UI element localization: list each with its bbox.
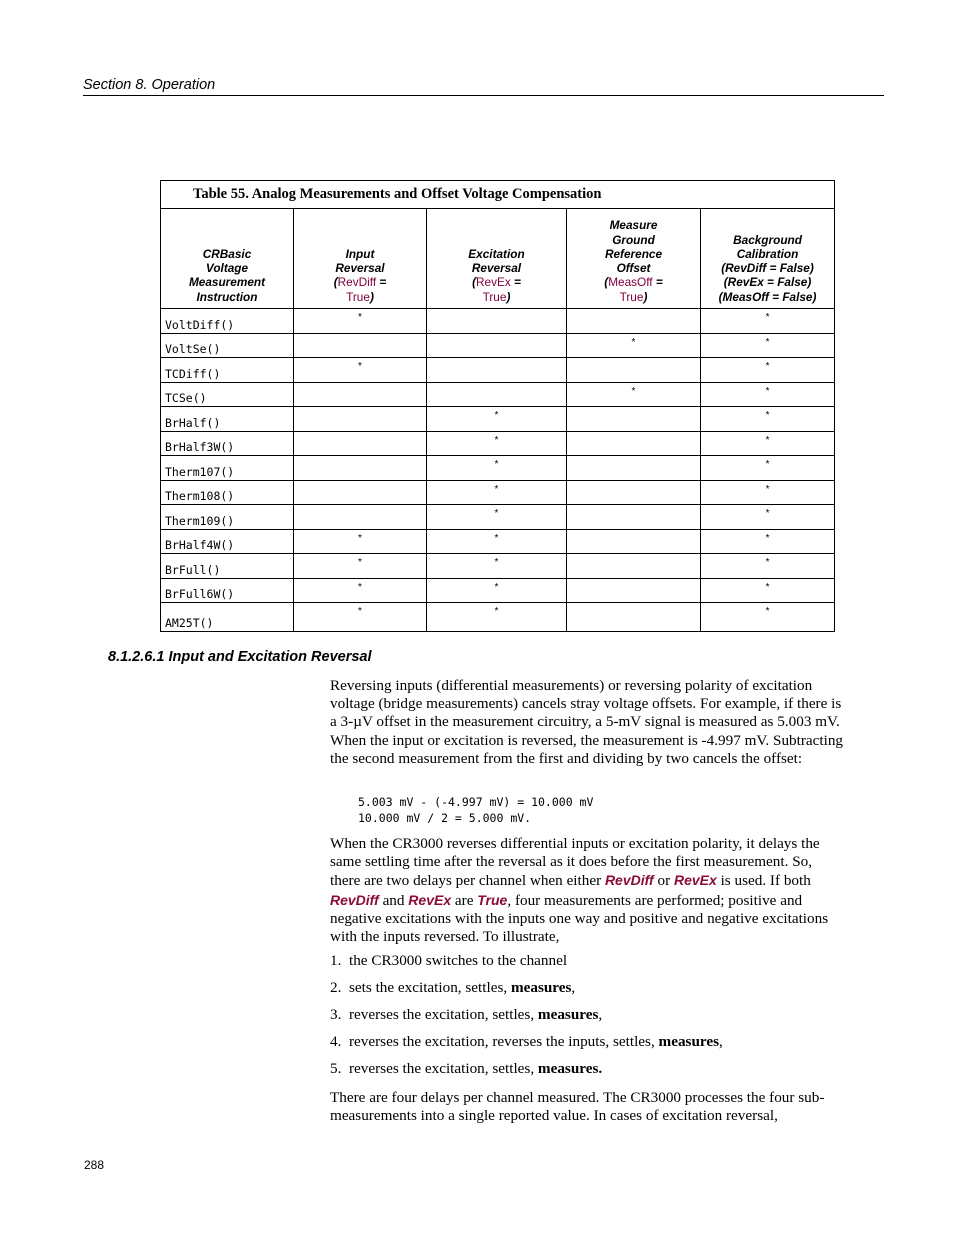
- background-calibration-cell: *: [701, 603, 835, 632]
- excitation-reversal-cell: [427, 333, 567, 358]
- table-row: [161, 529, 835, 554]
- input-reversal-cell: [294, 456, 427, 481]
- background-calibration-cell: *: [701, 480, 835, 505]
- table-row: [161, 480, 835, 505]
- paragraph-summary: There are four delays per channel measured. The CR3000 processes the four sub-measurements into a single reported value. In cases of excitation reversal,: [330, 1089, 825, 1125]
- table-row: [161, 407, 835, 432]
- col-header-excitation-reversal: Excitation Reversal (RevEx = True): [427, 209, 567, 309]
- input-reversal-cell: [294, 480, 427, 505]
- keyword-true: True: [477, 891, 508, 908]
- ground-offset-cell: [567, 456, 701, 481]
- instruction-cell: VoltDiff(): [161, 309, 294, 334]
- input-reversal-cell: [294, 505, 427, 530]
- excitation-reversal-cell: *: [427, 529, 567, 554]
- col-header-instruction: CRBasic Voltage Measurement Instruction: [161, 209, 294, 309]
- instruction-cell: TCSe(): [161, 382, 294, 407]
- excitation-reversal-cell: *: [427, 480, 567, 505]
- list-item: 1. the CR3000 switches to the channel: [330, 952, 568, 969]
- background-calibration-cell: *: [701, 407, 835, 432]
- keyword-revdiff: RevDiff: [604, 872, 654, 889]
- ground-offset-cell: [567, 554, 701, 579]
- ground-offset-cell: [567, 603, 701, 632]
- keyword-revex: RevEx: [408, 891, 452, 908]
- col-header-input-reversal: Input Reversal (RevDiff = True): [294, 209, 427, 309]
- excitation-reversal-cell: *: [427, 554, 567, 579]
- excitation-reversal-cell: [427, 382, 567, 407]
- excitation-reversal-cell: *: [427, 431, 567, 456]
- table-body: [161, 309, 835, 632]
- instruction-cell: VoltSe(): [161, 333, 294, 358]
- excitation-reversal-cell: [427, 309, 567, 334]
- background-calibration-cell: *: [701, 333, 835, 358]
- input-reversal-cell: *: [294, 578, 427, 603]
- background-calibration-cell: *: [701, 505, 835, 530]
- table-header-row: [161, 209, 835, 309]
- table-row: [161, 456, 835, 481]
- offset-compensation-table: [160, 180, 835, 632]
- ground-offset-cell: [567, 578, 701, 603]
- ground-offset-cell: [567, 529, 701, 554]
- paragraph-intro: Reversing inputs (differential measurements) or reversing polarity of excitation voltage (bridge measurements) cancels stray voltage offsets. For example, if there is a 3-µV offset in the measurement circuitry, a 5-mV signal is measured as 5.003 mV. When the input or excitation is reversed, the measurement is -4.997 mV. Subtracting the second measurement from the first and dividing by two cancels the offset:: [330, 677, 844, 767]
- ground-offset-cell: *: [567, 382, 701, 407]
- excitation-reversal-cell: *: [427, 603, 567, 632]
- keyword-revex: RevEx: [673, 872, 717, 889]
- code-block: [358, 795, 593, 826]
- input-reversal-cell: [294, 431, 427, 456]
- ground-offset-cell: [567, 431, 701, 456]
- table-row: [161, 554, 835, 579]
- instruction-cell: Therm108(): [161, 480, 294, 505]
- list-item: 2. sets the excitation, settles, measures,: [330, 979, 576, 996]
- background-calibration-cell: *: [701, 358, 835, 383]
- running-header: [83, 77, 884, 96]
- steps-list: [330, 952, 845, 1087]
- table-caption: Table 55. Analog Measurements and Offset Voltage Compensation: [161, 181, 835, 209]
- col-header-background-calibration: Background Calibration (RevDiff = False) (RevEx = False) (MeasOff = False): [701, 209, 835, 309]
- instruction-cell: AM25T(): [161, 603, 294, 632]
- ground-offset-cell: [567, 309, 701, 334]
- instruction-cell: Therm107(): [161, 456, 294, 481]
- instruction-cell: BrFull(): [161, 554, 294, 579]
- col-header-ground-offset: Measure Ground Reference Offset (MeasOff = True): [567, 209, 701, 309]
- table-row: [161, 333, 835, 358]
- background-calibration-cell: *: [701, 309, 835, 334]
- input-reversal-cell: *: [294, 358, 427, 383]
- table-row: [161, 603, 835, 632]
- ground-offset-cell: [567, 505, 701, 530]
- background-calibration-cell: *: [701, 578, 835, 603]
- ground-offset-cell: [567, 480, 701, 505]
- input-reversal-cell: [294, 333, 427, 358]
- instruction-cell: BrHalf4W(): [161, 529, 294, 554]
- ground-offset-cell: [567, 407, 701, 432]
- table-row: [161, 578, 835, 603]
- keyword-revdiff: RevDiff: [330, 891, 379, 908]
- input-reversal-cell: [294, 407, 427, 432]
- instruction-cell: BrHalf3W(): [161, 431, 294, 456]
- section-title: Section 8. Operation: [83, 77, 216, 93]
- table-row: [161, 431, 835, 456]
- background-calibration-cell: *: [701, 456, 835, 481]
- page-number: 288: [84, 1158, 105, 1172]
- code-line: 5.003 mV - (-4.997 mV) = 10.000 mV: [358, 795, 594, 809]
- ground-offset-cell: *: [567, 333, 701, 358]
- input-reversal-cell: *: [294, 309, 427, 334]
- table-row: [161, 382, 835, 407]
- list-item: 5. reverses the excitation, settles, measures.: [330, 1060, 603, 1077]
- table-55: [160, 180, 834, 632]
- background-calibration-cell: *: [701, 382, 835, 407]
- background-calibration-cell: *: [701, 554, 835, 579]
- table-row: [161, 505, 835, 530]
- paragraph-delays: When the CR3000 reverses differential inputs or excitation polarity, it delays the same settling time after the reversal as it does before the first measurement. So, there are two delays per channel when either RevDiff or RevEx is used. If both RevDiff and RevEx are True, four measurements are performed; positive and negative excitations with the inputs one way and positive and negative excitations with the inputs reversed. To illustrate,: [330, 835, 829, 946]
- table-row: [161, 309, 835, 334]
- input-reversal-cell: *: [294, 554, 427, 579]
- instruction-cell: BrFull6W(): [161, 578, 294, 603]
- input-reversal-cell: *: [294, 529, 427, 554]
- instruction-cell: Therm109(): [161, 505, 294, 530]
- list-item: 4. reverses the excitation, reverses the inputs, settles, measures,: [330, 1033, 723, 1050]
- instruction-cell: TCDiff(): [161, 358, 294, 383]
- ground-offset-cell: [567, 358, 701, 383]
- list-item: 3. reverses the excitation, settles, measures,: [330, 1006, 603, 1023]
- table-row: [161, 358, 835, 383]
- input-reversal-cell: [294, 382, 427, 407]
- section-heading: 8.1.2.6.1 Input and Excitation Reversal: [108, 649, 372, 665]
- excitation-reversal-cell: *: [427, 456, 567, 481]
- background-calibration-cell: *: [701, 529, 835, 554]
- instruction-cell: BrHalf(): [161, 407, 294, 432]
- code-line: 10.000 mV / 2 = 5.000 mV.: [358, 810, 532, 825]
- excitation-reversal-cell: *: [427, 407, 567, 432]
- excitation-reversal-cell: [427, 358, 567, 383]
- excitation-reversal-cell: *: [427, 578, 567, 603]
- input-reversal-cell: *: [294, 603, 427, 632]
- background-calibration-cell: *: [701, 431, 835, 456]
- excitation-reversal-cell: *: [427, 505, 567, 530]
